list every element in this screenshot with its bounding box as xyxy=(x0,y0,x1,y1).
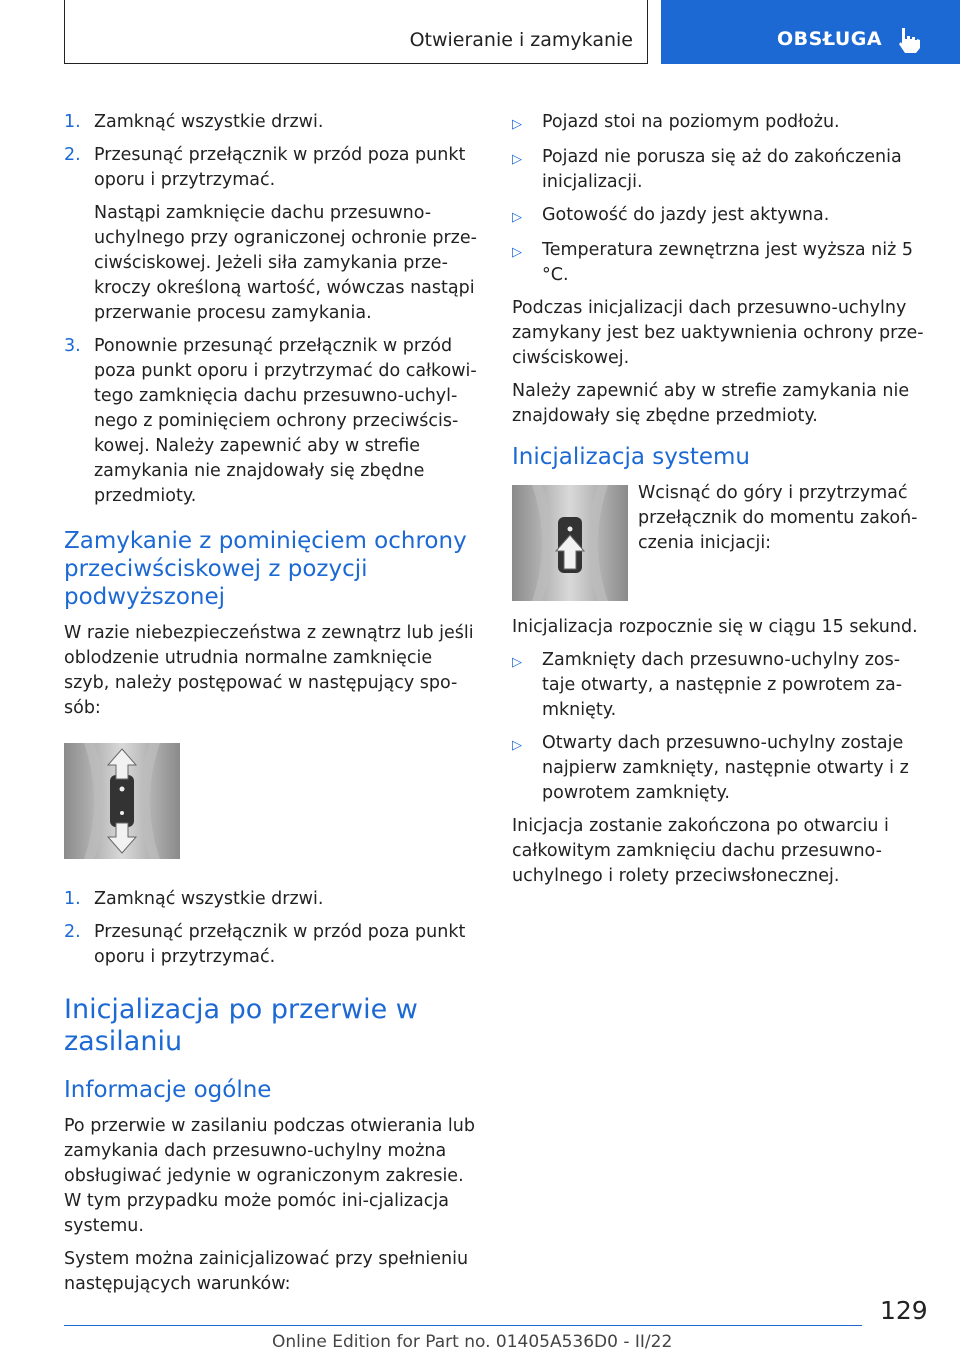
hand-pointer-icon xyxy=(896,26,922,54)
step-text: Zamknąć wszystkie drzwi. xyxy=(94,889,324,909)
para-init-start: Inicjalizacja rozpocznie się w ciągu 15 sekund. xyxy=(512,617,918,637)
triangle-bullet-icon: ▷ xyxy=(512,117,522,132)
condition-text: Pojazd nie porusza się aż do zakończenia inicjalizacji. xyxy=(542,147,902,192)
left-column xyxy=(64,110,482,1305)
step-note: Nastąpi zamknięcie dachu przesuwno-uchylnego przy ograniczonej ochronie prze-ciwściskowej. Jeżeli siła zamykania prze-kroczy określoną wartość, wówczas nastąpi przerwanie procesu zamykania. xyxy=(94,203,477,323)
para-init-end: Inicjacja zostanie zakończona po otwarciu i całkowitym zamknięciu dachu przesuwno-uchylnego i rolety przeciwsłonecznej. xyxy=(512,816,889,886)
step-text: Przesunąć przełącznik w przód poza punkt oporu i przytrzymać. xyxy=(94,922,466,967)
step-item xyxy=(64,143,482,193)
switch-photo-up xyxy=(512,485,628,601)
step-item xyxy=(64,887,482,912)
footer-divider xyxy=(64,1325,862,1326)
step-number: 2. xyxy=(64,145,81,165)
step-text: Zamknąć wszystkie drzwi. xyxy=(94,112,324,132)
page-number: 129 xyxy=(880,1296,928,1325)
para-general-1: Po przerwie w zasilaniu podczas otwierania lub zamykania dach przesuwno-uchylny można obsługiwać jedynie w ograniczonym zakresie. W tym przypadku może pomóc ini-cjalizacja systemu. xyxy=(64,1116,475,1236)
triangle-bullet-icon: ▷ xyxy=(512,152,522,167)
para-init-2: Należy zapewnić aby w strefie zamykania nie znajdowały się zbędne przedmioty. xyxy=(512,381,910,426)
para-override: W razie niebezpieczeństwa z zewnątrz lub jeśli oblodzenie utrudnia normalne zamknięcie szyb, należy postępować w następujący spo-sób: xyxy=(64,623,474,718)
step-number: 2. xyxy=(64,922,81,942)
condition-text: Temperatura zewnętrzna jest wyższa niż 5 °C. xyxy=(542,240,913,285)
footer-edition: Online Edition for Part no. 01405A536D0 - II/22 xyxy=(272,1332,673,1352)
step-number: 1. xyxy=(64,889,81,909)
triangle-bullet-icon: ▷ xyxy=(512,245,522,260)
switch-photo-up-down xyxy=(64,743,180,859)
triangle-bullet-icon: ▷ xyxy=(512,738,522,753)
triangle-bullet-icon: ▷ xyxy=(512,655,522,670)
init-instruction: Wcisnąć do góry i przytrzymać przełącznik do momentu zakoń-czenia inicjacji: xyxy=(638,483,918,553)
outcome-item xyxy=(512,731,932,806)
triangle-bullet-icon: ▷ xyxy=(512,210,522,225)
condition-item xyxy=(512,203,932,230)
para-general-2: System można zainicjalizować przy spełnieniu następujących warunków: xyxy=(64,1249,469,1294)
outcome-item xyxy=(512,648,932,723)
right-column xyxy=(512,110,932,897)
step-text: Ponownie przesunąć przełącznik w przód poza punkt oporu i przytrzymać do całkowi-tego zamknięcia dachu przesuwno-uchyl-nego z pominięciem ochrony przeciwścis-kowej. Należy zapewnić aby w strefie zamykania nie znajdowały się zbędne przedmioty. xyxy=(94,336,477,506)
condition-text: Gotowość do jazdy jest aktywna. xyxy=(542,205,830,225)
outcome-text: Zamknięty dach przesuwno-uchylny zos-taje otwarty, a następnie z powrotem za-mknięty. xyxy=(542,650,903,720)
header-chapter-title: OBSŁUGA xyxy=(777,28,883,50)
heading-system-init: Inicjalizacja systemu xyxy=(512,444,750,470)
outcome-text: Otwarty dach przesuwno-uchylny zostaje najpierw zamknięty, następnie otwarty i z powrotem zamknięty. xyxy=(542,733,909,803)
header-section-box xyxy=(64,0,648,64)
step-text: Przesunąć przełącznik w przód poza punkt oporu i przytrzymać. xyxy=(94,145,466,190)
condition-item xyxy=(512,238,932,288)
step-item xyxy=(64,334,482,509)
step-item xyxy=(64,110,482,135)
condition-item xyxy=(512,110,932,137)
condition-text: Pojazd stoi na poziomym podłożu. xyxy=(542,112,840,132)
heading-override: Zamykanie z pominięciem ochrony przeciwściskowej z pozycji podwyższonej xyxy=(64,528,467,610)
condition-item xyxy=(512,145,932,195)
para-init-1: Podczas inicjalizacji dach przesuwno-uchylny zamykany jest bez uaktywnienia ochrony prze-ciwściskowej. xyxy=(512,298,924,368)
step-item xyxy=(64,920,482,970)
header-chapter-tab[interactable] xyxy=(661,0,960,64)
step-number: 1. xyxy=(64,112,81,132)
step-number: 3. xyxy=(64,336,81,356)
header-section-title: Otwieranie i zamykanie xyxy=(409,29,633,51)
heading-general-info: Informacje ogólne xyxy=(64,1077,272,1103)
heading-power-interruption: Inicjalizacja po przerwie w zasilaniu xyxy=(64,994,418,1057)
